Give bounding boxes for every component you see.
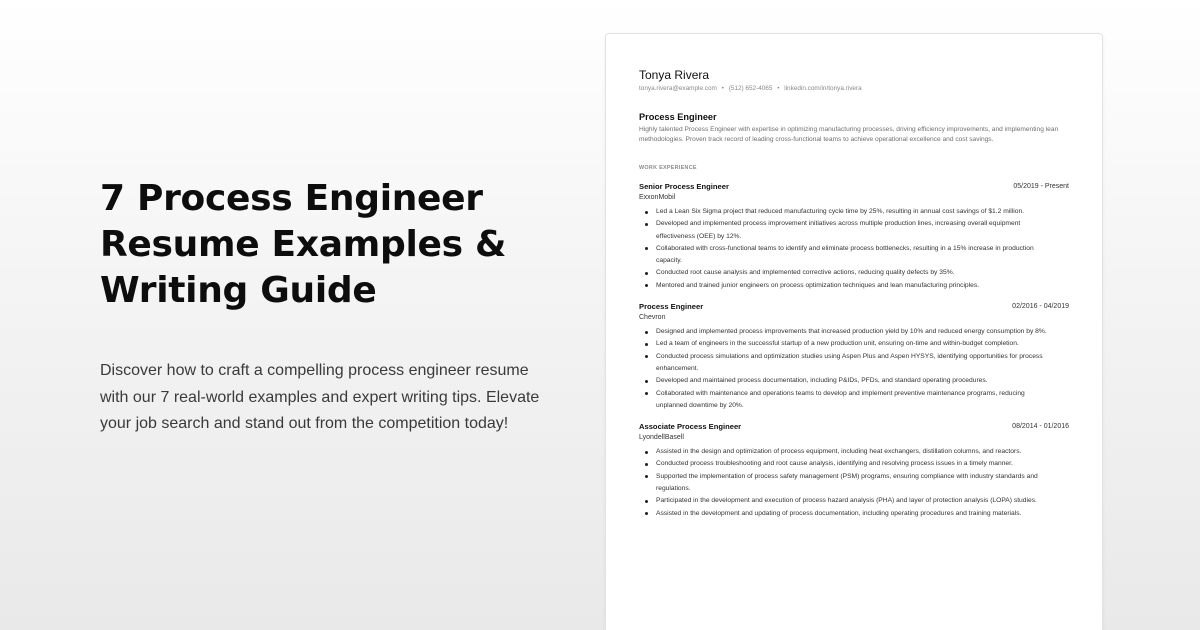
job-title: Associate Process Engineer [639,422,742,432]
contact-separator: • [721,85,724,92]
bullet-item: Collaborated with maintenance and operations teams to develop and implement preventive maintenance programs, reducing unplanned downtime by 20%. [639,388,1054,413]
section-heading-work: WORK EXPERIENCE [639,165,697,171]
job-dates: 05/2019 - Present [1013,183,1069,190]
job-title: Process Engineer [639,302,704,312]
resume-preview [605,33,1103,630]
job-company: Chevron [639,314,666,322]
bullet-item: Conducted root cause analysis and implemented corrective actions, reducing quality defects by 35%. [639,267,1054,279]
resume-name: Tonya Rivera [639,68,710,82]
job-title: Senior Process Engineer [639,182,729,191]
bullet-item: Mentored and trained junior engineers on process optimization techniques and lean manufacturing principles. [639,280,1054,292]
job-dates: 08/2014 - 01/2016 [1012,423,1069,431]
bullet-item: Developed and maintained process documentation, including P&IDs, PFDs, and standard operating procedures. [639,375,1054,387]
job-company: ExxonMobil [639,194,676,201]
bullet-item: Supported the implementation of process safety management (PSM) programs, ensuring compliance with industry standards and regulations. [639,471,1054,496]
hero-text [100,176,550,438]
job-company: LyondellBasell [639,434,684,442]
bullet-item: Assisted in the design and optimization of process equipment, including heat exchangers, distillation columns, and reactors. [639,446,1054,458]
bullet-item: Collaborated with cross-functional teams to identify and eliminate process bottlenecks, resulting in a 15% increase in production capacity. [639,243,1054,268]
resume-phone: (512) 652-4065 [728,85,773,92]
bullet-item: Participated in the development and execution of process hazard analysis (PHA) and layer of protection analysis (LOPA) studies. [639,495,1054,507]
job-dates: 02/2016 - 04/2019 [1012,303,1069,311]
resume-contact [639,85,1069,93]
job-bullets [639,446,1069,520]
bullet-item: Conducted process troubleshooting and root cause analysis, identifying and resolving process issues in a timely manner. [639,458,1054,470]
resume-summary: Highly talented Process Engineer with expertise in optimizing manufacturing processes, driving efficiency improvements, and implementing lean methodologies. Proven track record of leading cross-functional teams to achieve operational excellence and cost savings. [639,126,1059,143]
job-bullets [639,206,1069,292]
bullet-item: Designed and implemented process improvements that increased production yield by 10% and reduced energy consumption by 8%. [639,326,1054,338]
contact-separator: • [777,85,780,92]
job-bullets [639,326,1069,412]
bullet-item: Developed and implemented process improvement initiatives across multiple production lines, increasing overall equipment effectiveness (OEE) by 12%. [639,218,1054,243]
bullet-item: Led a team of engineers in the successful startup of a new production unit, ensuring on-time and within-budget completion. [639,338,1054,350]
job-entry [639,422,1069,520]
bullet-item: Assisted in the development and updating of process documentation, including operating procedures and training materials. [639,508,1054,520]
page-description: Discover how to craft a compelling process engineer resume with our 7 real-world examples and expert writing tips. Elevate your job search and stand out from the competition today! [100,362,540,432]
resume-title: Process Engineer [639,112,717,122]
job-entry [639,182,1069,292]
page-title: 7 Process Engineer Resume Examples & Writing Guide [100,178,507,311]
job-entry [639,302,1069,412]
resume-linkedin: linkedin.com/in/tonya.rivera [784,85,862,92]
bullet-item: Led a Lean Six Sigma project that reduced manufacturing cycle time by 25%, resulting in annual cost savings of $1.2 million. [639,206,1054,218]
resume-email: tonya.rivera@example.com [639,85,717,92]
bullet-item: Conducted process simulations and optimization studies using Aspen Plus and Aspen HYSYS, identifying opportunities for process enhancement. [639,351,1054,376]
